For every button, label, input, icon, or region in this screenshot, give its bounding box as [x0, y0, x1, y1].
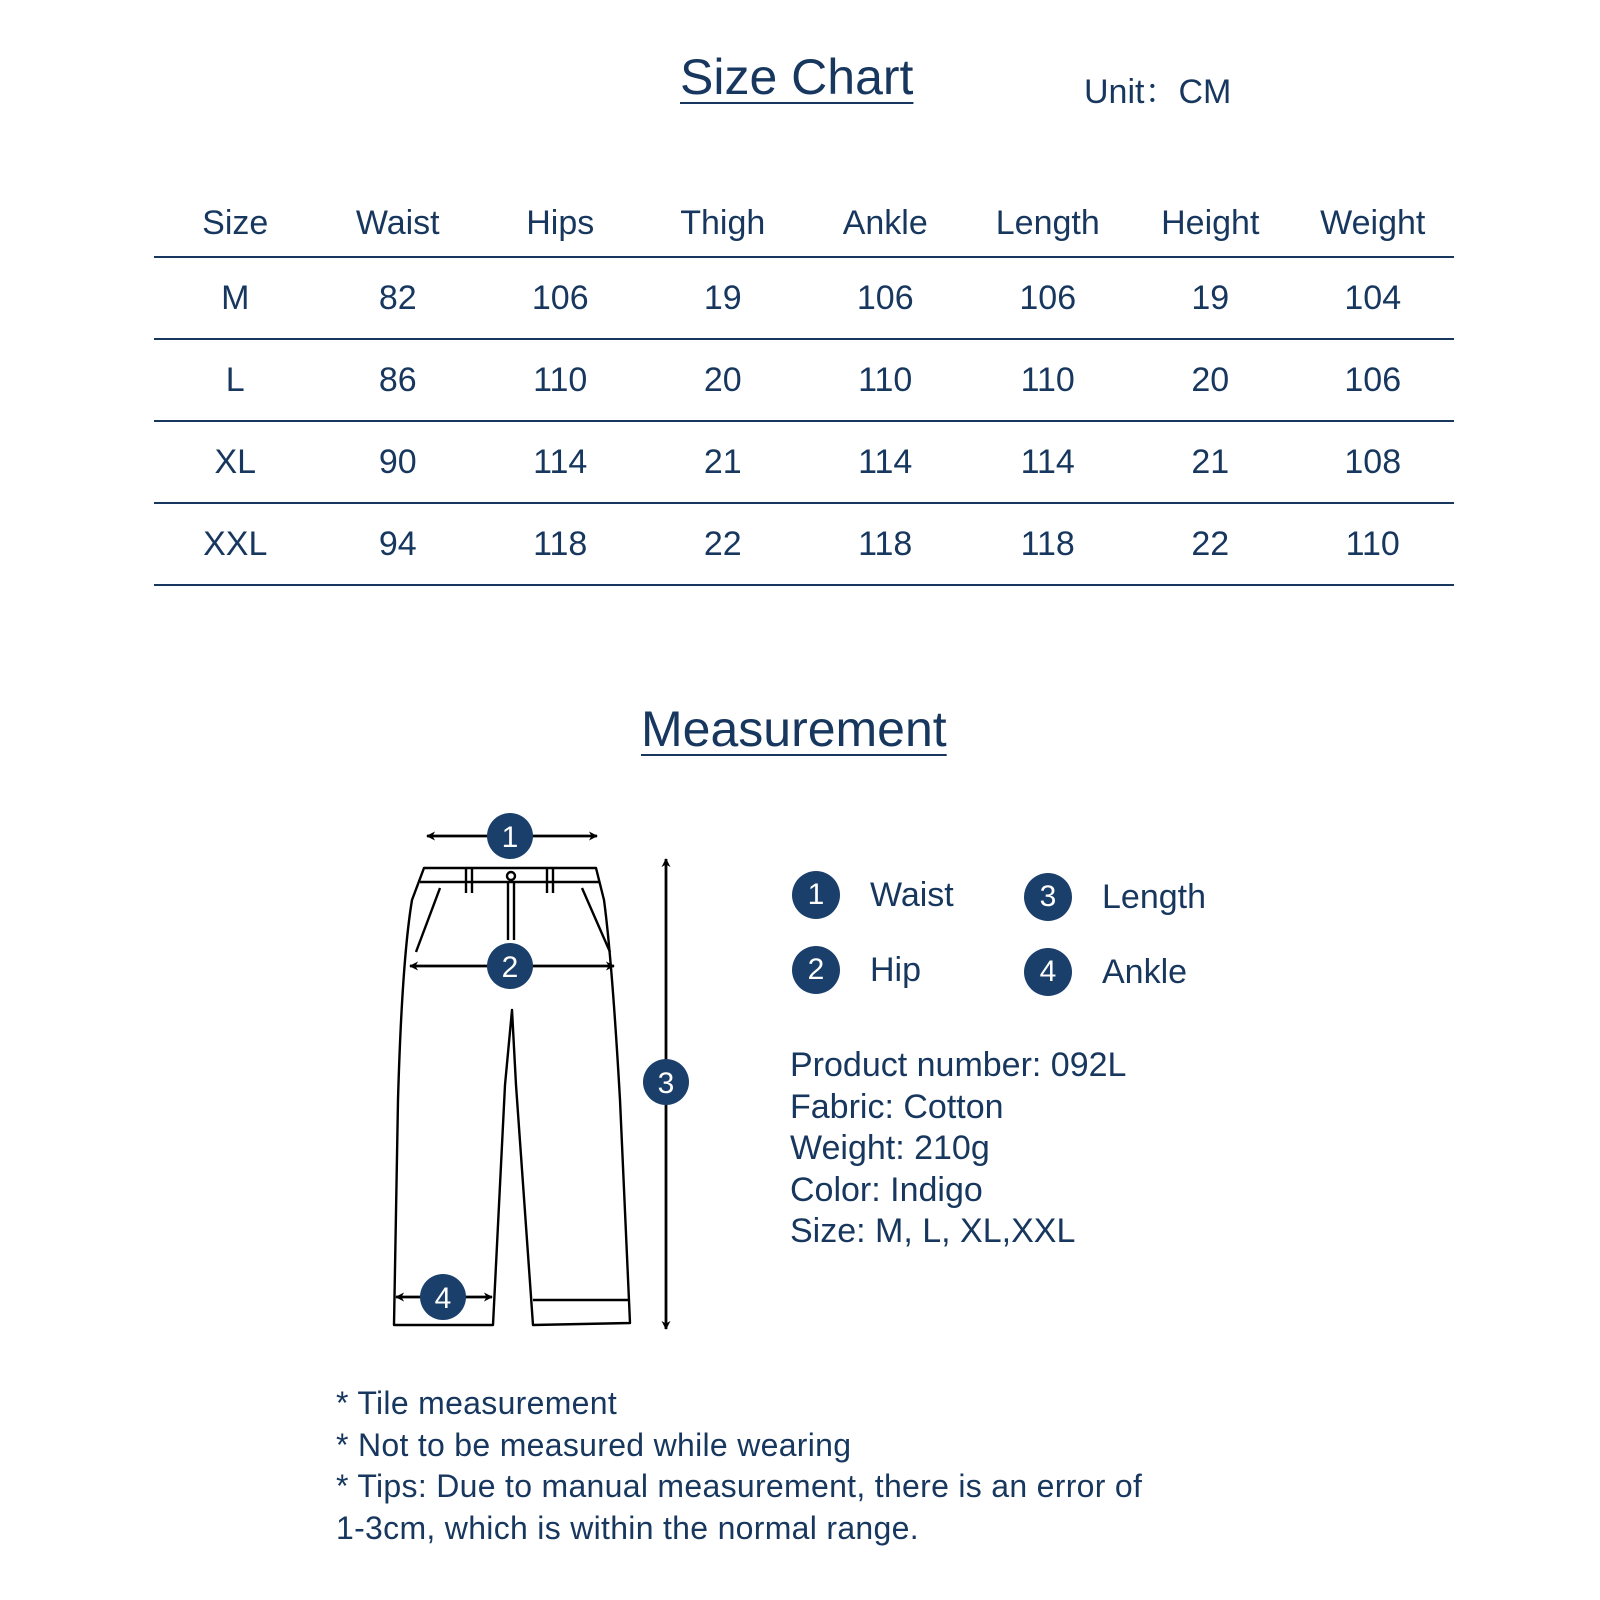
- svg-text:3: 3: [657, 1067, 675, 1100]
- svg-text:1: 1: [501, 821, 519, 854]
- table-cell: 106: [856, 278, 914, 317]
- marker-2: [487, 943, 533, 989]
- note-line: * Tile measurement: [336, 1385, 618, 1421]
- table-cell: XXL: [203, 524, 268, 563]
- legend-badge: 3: [1024, 873, 1072, 921]
- legend-item-hip: [792, 946, 921, 994]
- svg-text:2: 2: [501, 951, 519, 984]
- note-line: * Not to be measured while wearing: [336, 1426, 852, 1463]
- table-cell: 106: [1344, 360, 1402, 399]
- spec-fabric: Fabric: Cotton: [790, 1087, 1004, 1126]
- table-cell: 104: [1344, 278, 1402, 317]
- table-cell: 114: [1020, 442, 1075, 481]
- table-cell: 21: [1191, 442, 1230, 481]
- table-cell: 19: [703, 278, 742, 317]
- legend-item-waist: [792, 871, 954, 919]
- table-cell: 114: [533, 442, 588, 481]
- legend-label: Waist: [870, 875, 954, 914]
- table-cell: 118: [1020, 524, 1075, 563]
- unit-label: Unit：CM: [1084, 73, 1232, 111]
- pants-illustration: [394, 868, 630, 1325]
- measurement-notes: [336, 1383, 1142, 1549]
- table-cell: XL: [214, 442, 257, 481]
- table-cell: 110: [533, 360, 588, 399]
- spec-weight: Weight: 210g: [790, 1129, 990, 1167]
- column-header: Thigh: [680, 203, 766, 242]
- marker-4: [420, 1274, 466, 1320]
- column-header: Weight: [1320, 203, 1426, 242]
- spec-size: Size: M, L, XL,XXL: [790, 1212, 1076, 1250]
- table-cell: 118: [858, 524, 913, 563]
- legend-badge: 1: [792, 871, 840, 919]
- column-header: Hips: [526, 203, 595, 242]
- marker-3: [643, 1059, 689, 1105]
- note-line: 1-3cm, which is within the normal range.: [336, 1509, 919, 1546]
- legend-label: Ankle: [1102, 952, 1188, 991]
- table-cell: 90: [378, 442, 417, 481]
- product-specs: [790, 1045, 1126, 1253]
- table-cell: L: [225, 360, 245, 399]
- size-chart-title: Size Chart: [680, 49, 914, 105]
- table-cell: 108: [1344, 442, 1402, 481]
- legend-label: Hip: [870, 950, 922, 989]
- table-cell: 21: [703, 442, 742, 481]
- table-cell: M: [221, 278, 250, 317]
- table-cell: 86: [378, 360, 417, 399]
- table-cell: 19: [1191, 278, 1230, 317]
- table-cell: 22: [1191, 524, 1230, 563]
- table-cell: 94: [378, 524, 417, 563]
- table-cell: 114: [858, 442, 913, 481]
- table-cell: 22: [703, 524, 742, 563]
- note-line: * Tips: Due to manual measurement, there is an error of: [336, 1468, 1143, 1504]
- column-header: Length: [995, 203, 1100, 242]
- legend-item-ankle: [1024, 948, 1187, 996]
- table-cell: 106: [531, 278, 589, 317]
- table-cell: 82: [378, 278, 417, 317]
- legend-label: Length: [1102, 877, 1206, 916]
- spec-product-number: Product number: 092L: [790, 1046, 1127, 1084]
- table-cell: 20: [703, 360, 742, 399]
- table-cell: 118: [533, 524, 588, 563]
- legend-badge: 2: [792, 946, 840, 994]
- table-cell: 106: [1019, 278, 1077, 317]
- spec-color: Color: Indigo: [790, 1170, 983, 1209]
- column-header: Height: [1161, 203, 1260, 242]
- legend-item-length: [1024, 873, 1206, 921]
- table-cell: 110: [1020, 360, 1075, 399]
- column-header: Waist: [355, 203, 440, 242]
- legend-badge: 4: [1024, 948, 1072, 996]
- column-header: Size: [202, 203, 269, 242]
- column-header: Ankle: [842, 203, 928, 242]
- marker-1: [487, 813, 533, 859]
- svg-text:4: 4: [434, 1282, 452, 1315]
- measurement-title: Measurement: [641, 701, 947, 757]
- table-cell: 110: [858, 360, 913, 399]
- table-cell: 110: [1345, 524, 1400, 563]
- table-cell: 20: [1191, 360, 1230, 399]
